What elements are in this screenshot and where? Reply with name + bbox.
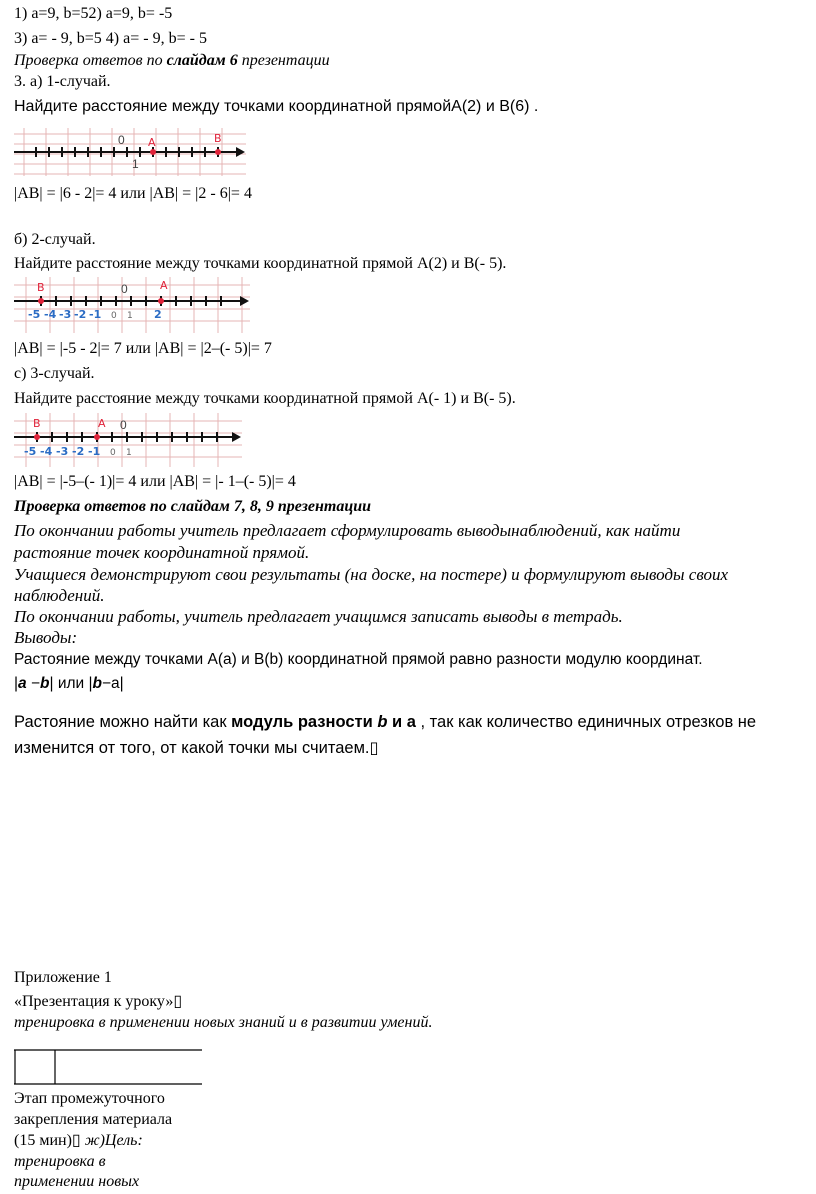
zero-label: 0 [120,418,127,432]
tick-label: 1 [126,448,132,458]
presentation-title: «Презентация к уроку»▯ [14,993,183,1010]
answer-b: |AB| = |-5 - 2|= 7 или |AB| = |2–(- 5)|= 7 [14,340,272,357]
appendix-title: Приложение 1 [14,969,112,986]
tick-label: -2 [74,308,87,321]
tick-label: -1 [89,308,102,321]
paragraph-2-line-2: наблюдений. [14,586,105,605]
point-a-marker [150,149,156,155]
tick-label: -1 [88,445,101,458]
tick-label: -3 [56,445,69,458]
tick-label: -2 [72,445,85,458]
paragraph-2-line-1: Учащиеся демонстрируют свои результаты (на доске, на постере) и формулируют выводы своих [14,565,729,584]
task-a: Найдите расстояние между точками координатной прямойА(2) и В(6) . [14,98,539,115]
point-a-marker [158,298,164,304]
point-a-label: A [98,417,106,430]
answer-a: |AB| = |6 - 2|= 4 или |AB| = |2 - 6|= 4 [14,185,252,202]
zero-label: 0 [121,282,128,296]
missing-glyph: ▯ [369,739,379,757]
point-a-label: A [160,279,168,292]
check-slides-789: Проверка ответов по слайдам 7, 8, 9 презентации [14,498,372,515]
point-a-label: A [148,136,156,149]
case-c-heading: с) 3-случай. [14,365,95,382]
stage-line-2: закрепления материала [14,1111,173,1128]
one-label: 1 [132,157,139,171]
tick-label: 0 [110,448,116,458]
paragraph-1-line-2: растояние точек координатной прямой. [14,543,310,562]
tick-label: 2 [154,308,162,321]
missing-glyph: ▯ [173,993,183,1010]
number-line-c-image [14,413,242,467]
text-line-2: 3) а= - 9, b=5 4) а= - 9, b= - 5 [14,30,207,47]
tick-label: -5 [28,308,41,321]
number-line-b-image [14,277,250,333]
case-b-heading: б) 2-случай. [14,231,96,248]
task-b: Найдите расстояние между точками координатной прямой А(2) и В(- 5). [14,255,507,272]
conclusions-heading: Выводы: [14,628,78,647]
explanation-line-1: Растояние можно найти как модуль разности b и a , так как количество единичных отрезков не [14,713,757,731]
point-b-label: B [214,132,222,145]
stage-line-5: применении новых [14,1173,140,1190]
tick-label: 0 [111,311,117,321]
point-a-marker [94,434,100,440]
point-b-marker [34,434,40,440]
point-b-label: B [33,417,41,430]
number-line-a-image [14,128,246,176]
tick-label: -5 [24,445,37,458]
rule-statement: Растояние между точками А(а) и В(b) координатной прямой равно разности модулю координат. [14,651,703,668]
point-b-marker [215,149,221,155]
stage-table [14,1049,202,1085]
stage-line-3: (15 мин)▯ ж)Цель: [14,1132,143,1149]
stage-line-1: Этап промежуточного [14,1090,165,1107]
explanation-line-2: изменится от того, от какой точки мы считаем.▯ [14,739,379,757]
case-a-heading: 3. а) 1-случай. [14,73,111,90]
tick-label: -4 [40,445,53,458]
formula: |a −b| или |b−a| [14,675,124,692]
paragraph-3: По окончании работы, учитель предлагает учащимся записать выводы в тетрадь. [14,607,623,626]
point-b-marker [38,298,44,304]
tick-label: -4 [44,308,57,321]
answer-c: |AB| = |-5–(- 1)|= 4 или |AB| = |- 1–(- 5)|= 4 [14,473,296,490]
stage-line-4: тренировка в [14,1153,106,1170]
point-b-label: B [37,281,45,294]
training-goal: тренировка в применении новых знаний и в развитии умений. [14,1014,433,1031]
tick-label: -3 [59,308,72,321]
task-c: Найдите расстояние между точками координатной прямой А(- 1) и В(- 5). [14,390,516,407]
zero-label: 0 [118,133,125,147]
tick-label: 1 [127,311,133,321]
check-slide6: Проверка ответов по слайдам 6 презентации [14,52,330,69]
text-line-1: 1) а=9, b=52) а=9, b= -5 [14,5,173,22]
missing-glyph: ▯ [71,1132,81,1149]
paragraph-1-line-1: По окончании работы учитель предлагает сформулировать выводынаблюдений, как найти [14,521,681,540]
